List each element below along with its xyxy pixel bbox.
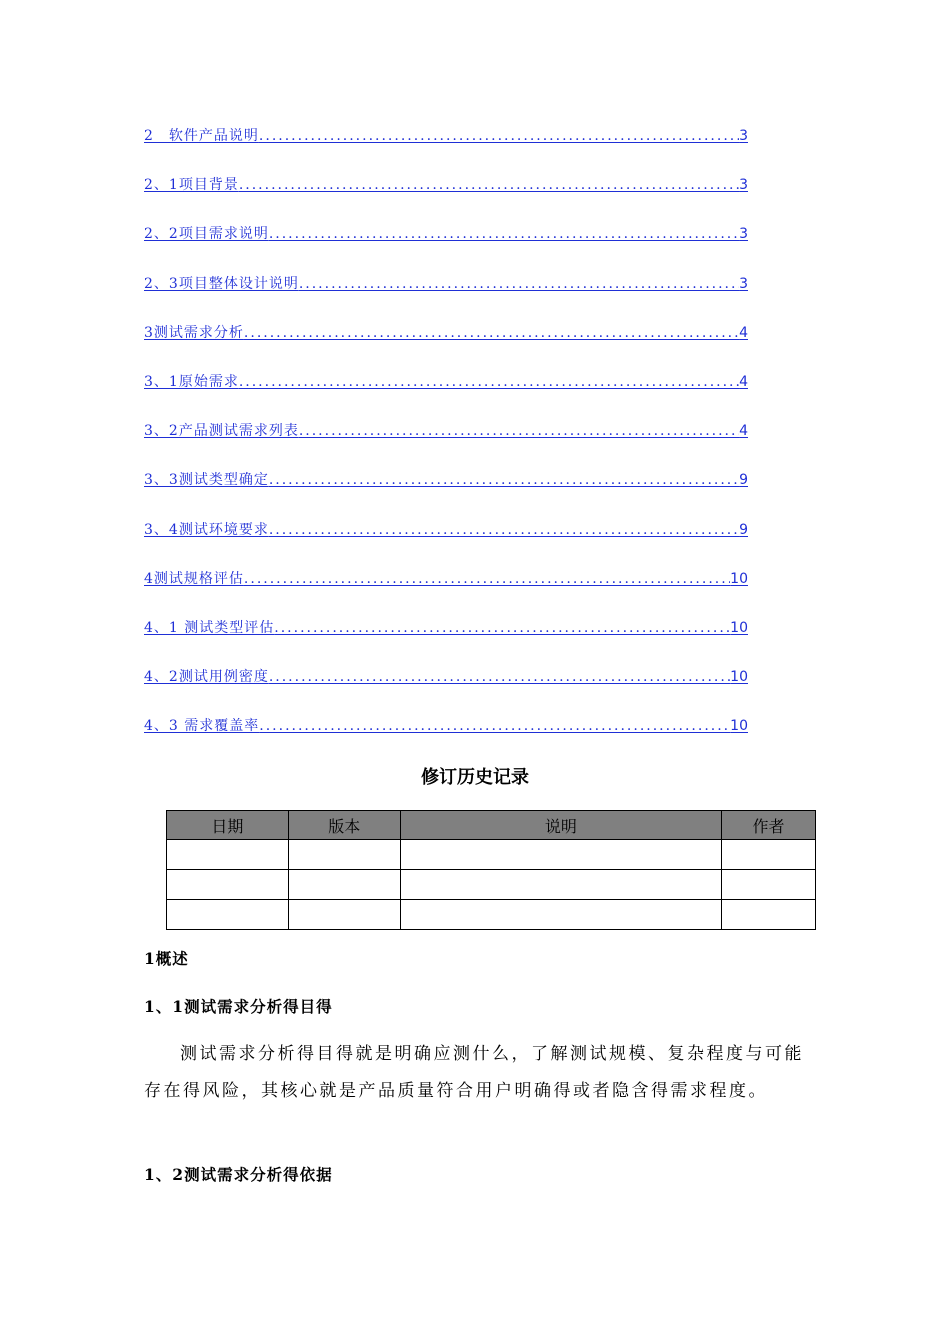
toc-title: 4、3 需求覆盖率 bbox=[144, 718, 260, 735]
table-header-row bbox=[167, 811, 816, 840]
toc-page-number: 9 bbox=[739, 521, 748, 538]
toc-entry bbox=[144, 372, 748, 421]
table-row bbox=[167, 870, 816, 900]
toc-page-number: 3 bbox=[739, 177, 748, 194]
toc-title: 2、2项目需求说明 bbox=[144, 226, 269, 243]
toc-link[interactable] bbox=[144, 569, 748, 589]
revision-history-table bbox=[166, 810, 816, 930]
table-cell bbox=[400, 840, 721, 870]
toc-leader bbox=[239, 372, 739, 392]
toc-entry bbox=[144, 126, 748, 175]
table-cell bbox=[722, 870, 816, 900]
column-header-version: 版本 bbox=[288, 811, 400, 840]
section-heading-basis: 1、2测试需求分析得依据 bbox=[144, 1165, 333, 1184]
section-heading-purpose: 1、1测试需求分析得目得 bbox=[144, 997, 333, 1016]
toc-link[interactable] bbox=[144, 667, 748, 687]
toc-leader bbox=[259, 716, 730, 736]
toc-entry bbox=[144, 323, 748, 372]
toc-entry bbox=[144, 175, 748, 224]
toc-link[interactable] bbox=[144, 323, 748, 343]
toc-entry bbox=[144, 569, 748, 618]
column-header-description: 说明 bbox=[400, 811, 721, 840]
toc-title: 4、1 测试类型评估 bbox=[144, 619, 275, 636]
toc-link[interactable] bbox=[144, 175, 748, 195]
toc-page-number: 10 bbox=[730, 570, 748, 587]
toc-entry bbox=[144, 520, 748, 569]
toc-page-number: 9 bbox=[739, 472, 748, 489]
toc-leader bbox=[244, 569, 730, 589]
toc-link[interactable] bbox=[144, 372, 748, 392]
toc-page-number: 4 bbox=[739, 423, 748, 440]
table-of-contents bbox=[144, 126, 748, 765]
column-header-author: 作者 bbox=[722, 811, 816, 840]
table-row bbox=[167, 900, 816, 930]
table-cell bbox=[288, 900, 400, 930]
toc-leader bbox=[239, 175, 739, 195]
toc-leader bbox=[269, 667, 730, 687]
toc-entry bbox=[144, 421, 748, 470]
table-cell bbox=[722, 900, 816, 930]
toc-entry bbox=[144, 716, 748, 765]
toc-page-number: 3 bbox=[739, 226, 748, 243]
table-row bbox=[167, 840, 816, 870]
toc-link[interactable] bbox=[144, 274, 748, 294]
toc-page-number: 4 bbox=[739, 324, 748, 341]
toc-link[interactable] bbox=[144, 126, 748, 146]
toc-page-number: 10 bbox=[730, 619, 748, 636]
table-cell bbox=[167, 870, 289, 900]
toc-entry bbox=[144, 274, 748, 323]
toc-title: 2 软件产品说明 bbox=[144, 128, 259, 144]
toc-link[interactable] bbox=[144, 716, 748, 736]
toc-title: 2、3项目整体设计说明 bbox=[144, 275, 299, 292]
toc-entry bbox=[144, 470, 748, 519]
toc-leader bbox=[269, 470, 739, 490]
toc-link[interactable] bbox=[144, 224, 748, 244]
table-cell bbox=[167, 900, 289, 930]
toc-title: 3、2产品测试需求列表 bbox=[144, 423, 299, 440]
toc-title: 3测试需求分析 bbox=[144, 324, 244, 341]
toc-leader bbox=[269, 520, 739, 540]
toc-leader bbox=[269, 224, 739, 244]
toc-link[interactable] bbox=[144, 520, 748, 540]
section-heading-overview: 1概述 bbox=[144, 949, 189, 968]
column-header-date: 日期 bbox=[167, 811, 289, 840]
toc-leader bbox=[299, 421, 739, 441]
toc-title: 3、4测试环境要求 bbox=[144, 521, 269, 538]
toc-leader bbox=[244, 323, 739, 343]
toc-link[interactable] bbox=[144, 618, 748, 638]
toc-leader bbox=[299, 274, 739, 294]
toc-page-number: 4 bbox=[739, 373, 748, 390]
toc-page-number: 3 bbox=[739, 275, 748, 292]
section-paragraph: 测试需求分析得目得就是明确应测什么，了解测试规模、复杂程度与可能存在得风险，其核心就是产品质量符合用户明确得或者隐含得需求程度。 bbox=[144, 1044, 804, 1101]
table-cell bbox=[167, 840, 289, 870]
table-cell bbox=[400, 900, 721, 930]
toc-page-number: 10 bbox=[730, 718, 748, 735]
table-cell bbox=[288, 870, 400, 900]
toc-entry bbox=[144, 618, 748, 667]
toc-title: 4测试规格评估 bbox=[144, 570, 244, 587]
toc-title: 3、3测试类型确定 bbox=[144, 472, 269, 489]
toc-title: 2、1项目背景 bbox=[144, 177, 239, 194]
toc-page-number: 10 bbox=[730, 669, 748, 686]
toc-leader bbox=[274, 618, 730, 638]
toc-page-number: 3 bbox=[739, 128, 748, 144]
toc-title: 3、1原始需求 bbox=[144, 373, 239, 390]
table-cell bbox=[400, 870, 721, 900]
toc-title: 4、2测试用例密度 bbox=[144, 669, 269, 686]
table-cell bbox=[722, 840, 816, 870]
toc-entry bbox=[144, 224, 748, 273]
toc-leader bbox=[259, 126, 739, 146]
toc-entry bbox=[144, 667, 748, 716]
toc-link[interactable] bbox=[144, 470, 748, 490]
table-cell bbox=[288, 840, 400, 870]
revision-history-title: 修订历史记录 bbox=[421, 767, 529, 788]
toc-link[interactable] bbox=[144, 421, 748, 441]
